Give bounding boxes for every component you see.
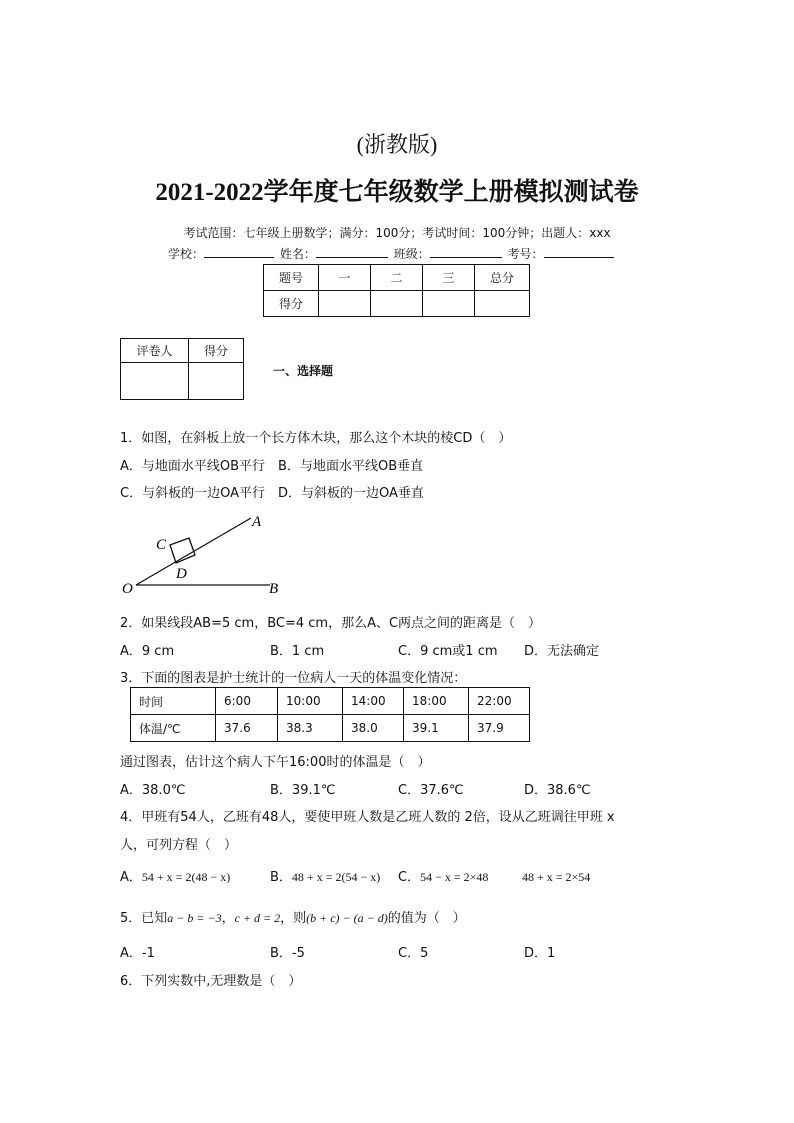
score-cell[interactable] xyxy=(423,291,475,317)
temp-table-cell: 38.0 xyxy=(343,715,404,742)
q2-option-a: A．9 cm xyxy=(120,644,175,659)
school-label: 学校： xyxy=(168,247,205,261)
q2-stem: 2．如果线段AB=5 cm，BC=4 cm，那么A、C两点之间的距离是（ ） xyxy=(120,616,542,631)
name-label: 姓名： xyxy=(279,247,316,261)
q4-option-a-equation: 54 + x = 2(48 − x) xyxy=(141,870,231,884)
q3-option-c: C．37.6℃ xyxy=(398,783,464,798)
temp-table-cell: 10:00 xyxy=(278,688,343,715)
grader-label: 评卷人 xyxy=(121,339,189,363)
label-a: A xyxy=(252,514,262,530)
q5-option-d: D．1 xyxy=(524,946,556,961)
exam-info: 考试范围：七年级上册数学；满分：100分；考试时间：100分钟；出题人：xxx xyxy=(183,226,611,240)
score-row-label: 得分 xyxy=(264,291,319,317)
score-table xyxy=(263,264,530,317)
student-fields xyxy=(168,245,614,262)
q3-option-a: A．38.0℃ xyxy=(120,783,186,798)
wooden-block xyxy=(170,538,195,563)
score-cell[interactable] xyxy=(319,291,371,317)
temp-table-cell: 14:00 xyxy=(343,688,404,715)
q5-option-a: A．-1 xyxy=(120,946,155,961)
class-label: 班级： xyxy=(393,247,430,261)
score-header-3: 三 xyxy=(423,265,475,291)
label-o: O xyxy=(122,581,133,596)
incline-figure xyxy=(118,508,288,596)
q3-ask: 通过图表，估计这个病人下午16:00时的体温是（ ） xyxy=(120,755,431,770)
score-cell[interactable] xyxy=(475,291,530,317)
temp-table-cell: 37.9 xyxy=(469,715,530,742)
school-blank[interactable] xyxy=(204,246,274,258)
q1-options-line2: C．与斜板的一边OA平行 D．与斜板的一边OA垂直 xyxy=(120,486,424,501)
section-heading: 一、选择题 xyxy=(273,364,334,378)
q4-option-a-label: A． xyxy=(120,870,142,885)
q2-options xyxy=(120,640,599,659)
score-cell[interactable] xyxy=(371,291,423,317)
q4-option-b-label: B． xyxy=(270,870,292,885)
temp-table-cell: 39.1 xyxy=(404,715,469,742)
temp-table-cell: 22:00 xyxy=(469,688,530,715)
q5-stem xyxy=(120,907,466,926)
q3-options xyxy=(120,779,591,798)
q1-options-line1: A．与地面水平线OB平行 B．与地面水平线OB垂直 xyxy=(120,459,424,474)
grader-cell[interactable] xyxy=(189,363,244,400)
score-header-0: 题号 xyxy=(264,265,319,291)
q4-option-c xyxy=(398,866,522,885)
grader-cell[interactable] xyxy=(121,363,189,400)
q4-stem-line1: 4．甲班有54人，乙班有48人，要使甲班人数是乙班人数的 2倍，设从乙班调往甲班 x xyxy=(120,810,615,825)
q2-option-d: D．无法确定 xyxy=(524,644,600,659)
page-title: 2021-2022学年度七年级数学上册模拟测试卷 xyxy=(155,179,639,206)
grader-table xyxy=(120,338,244,400)
q5-expr-2: c + d = 2 xyxy=(234,911,281,925)
q6-stem: 6．下列实数中,无理数是（ ） xyxy=(120,974,302,989)
label-d: D xyxy=(176,566,187,582)
label-c: C xyxy=(156,537,167,553)
edition-label: (浙教版) xyxy=(356,132,438,157)
name-blank[interactable] xyxy=(316,246,388,258)
q5-expr-3: (b + c) − (a − d) xyxy=(306,911,388,925)
q4-stem-line2: 人，可列方程（ ） xyxy=(120,838,238,853)
label-b: B xyxy=(269,581,279,596)
q5-text-3: ，则 xyxy=(280,911,307,926)
q3-stem: 3．下面的图表是护士统计的一位病人一天的体温变化情况： xyxy=(120,671,467,686)
q4-option-c-equation: 54 − x = 2×48 xyxy=(420,870,489,884)
exam-number-label: 考号： xyxy=(507,247,544,261)
q5-text-2: ， xyxy=(221,911,235,926)
q4-option-d-equation: 48 + x = 2×54 xyxy=(522,870,591,884)
class-blank[interactable] xyxy=(430,246,502,258)
q4-option-b-equation: 48 + x = 2(54 − x) xyxy=(291,870,381,884)
temp-table-header: 体温/℃ xyxy=(131,715,216,742)
q5-expr-1: a − b = −3 xyxy=(167,911,222,925)
q5-options xyxy=(120,942,555,961)
temp-table-cell: 38.3 xyxy=(278,715,343,742)
q3-option-b: B．39.1℃ xyxy=(270,783,336,798)
score-header-1: 一 xyxy=(319,265,371,291)
q4-options xyxy=(120,866,590,885)
q5-option-b: B．-5 xyxy=(270,946,305,961)
temperature-table xyxy=(130,687,530,742)
temp-table-cell: 37.6 xyxy=(216,715,278,742)
q4-option-b xyxy=(270,866,398,885)
q4-option-a xyxy=(120,866,270,885)
q3-option-d: D．38.6℃ xyxy=(524,783,591,798)
temp-table-cell: 6:00 xyxy=(216,688,278,715)
temp-table-header: 时间 xyxy=(131,688,216,715)
score-header-2: 二 xyxy=(371,265,423,291)
q2-option-c: C．9 cm或1 cm xyxy=(398,644,498,659)
score-header-4: 总分 xyxy=(475,265,530,291)
q5-option-c: C．5 xyxy=(398,946,429,961)
q5-text-4: 的值为（ ） xyxy=(387,911,466,926)
temp-table-cell: 18:00 xyxy=(404,688,469,715)
q5-text-1: 5．已知 xyxy=(120,911,168,926)
exam-number-blank[interactable] xyxy=(544,246,614,258)
q2-option-b: B．1 cm xyxy=(270,644,325,659)
grader-score-label: 得分 xyxy=(189,339,244,363)
q1-stem: 1．如图，在斜板上放一个长方体木块，那么这个木块的棱CD（ ） xyxy=(120,431,512,446)
q4-option-c-label: C． xyxy=(398,870,421,885)
